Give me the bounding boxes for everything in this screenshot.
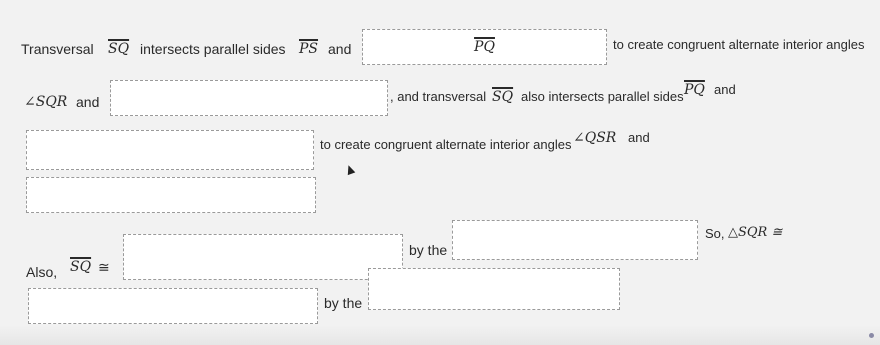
answer-box-5[interactable] xyxy=(123,234,403,280)
text-transversal: Transversal xyxy=(21,41,94,57)
answer-box-6[interactable] xyxy=(452,220,698,260)
bottom-edge xyxy=(0,325,880,345)
answer-box-1[interactable] xyxy=(362,29,607,65)
angle-qsr: ∠QSR xyxy=(573,130,617,146)
answer-box-4[interactable] xyxy=(26,177,316,213)
text-by-the: by the xyxy=(324,295,363,311)
text-intersects: intersects parallel sides xyxy=(140,41,286,57)
answer-box-2[interactable] xyxy=(110,80,388,116)
answer-box-8[interactable] xyxy=(368,268,620,310)
answer-box-3[interactable] xyxy=(26,130,314,170)
text-also: Also, xyxy=(26,264,58,280)
congruent-symbol: ≅ xyxy=(98,259,110,275)
segment-sq: $\overline{SQ}$ xyxy=(108,41,130,57)
triangle-sqr-congruent: △SQR ≅ xyxy=(728,225,783,240)
segment-sq: $\overline{SQ}$ xyxy=(70,259,92,275)
answer-box-1-value: $\overline{PQ}$ xyxy=(474,39,495,55)
text-and: and xyxy=(628,130,650,145)
text-and: and xyxy=(76,94,100,110)
segment-ps: $\overline{PS}$ xyxy=(299,41,319,57)
text-alternate-angles-2: to create congruent alternate interior angles xyxy=(320,137,572,152)
segment-pq: $\overline{PQ}$ xyxy=(684,82,705,98)
text-by-the: by the xyxy=(409,242,448,258)
scroll-indicator-icon xyxy=(869,333,874,338)
text-and: and xyxy=(328,41,352,57)
answer-box-7[interactable] xyxy=(28,288,318,324)
segment-sq: $\overline{SQ}$ xyxy=(492,89,514,105)
text-and: and xyxy=(714,82,736,97)
mouse-cursor-icon xyxy=(345,164,356,175)
text-and-transversal: , and transversal xyxy=(390,89,487,104)
text-so: So, xyxy=(705,226,725,241)
text-alternate-angles-1: to create congruent alternate interior angles xyxy=(613,37,865,52)
text-also-intersects: also intersects parallel sides xyxy=(521,89,684,104)
angle-sqr: ∠SQR xyxy=(24,94,68,110)
